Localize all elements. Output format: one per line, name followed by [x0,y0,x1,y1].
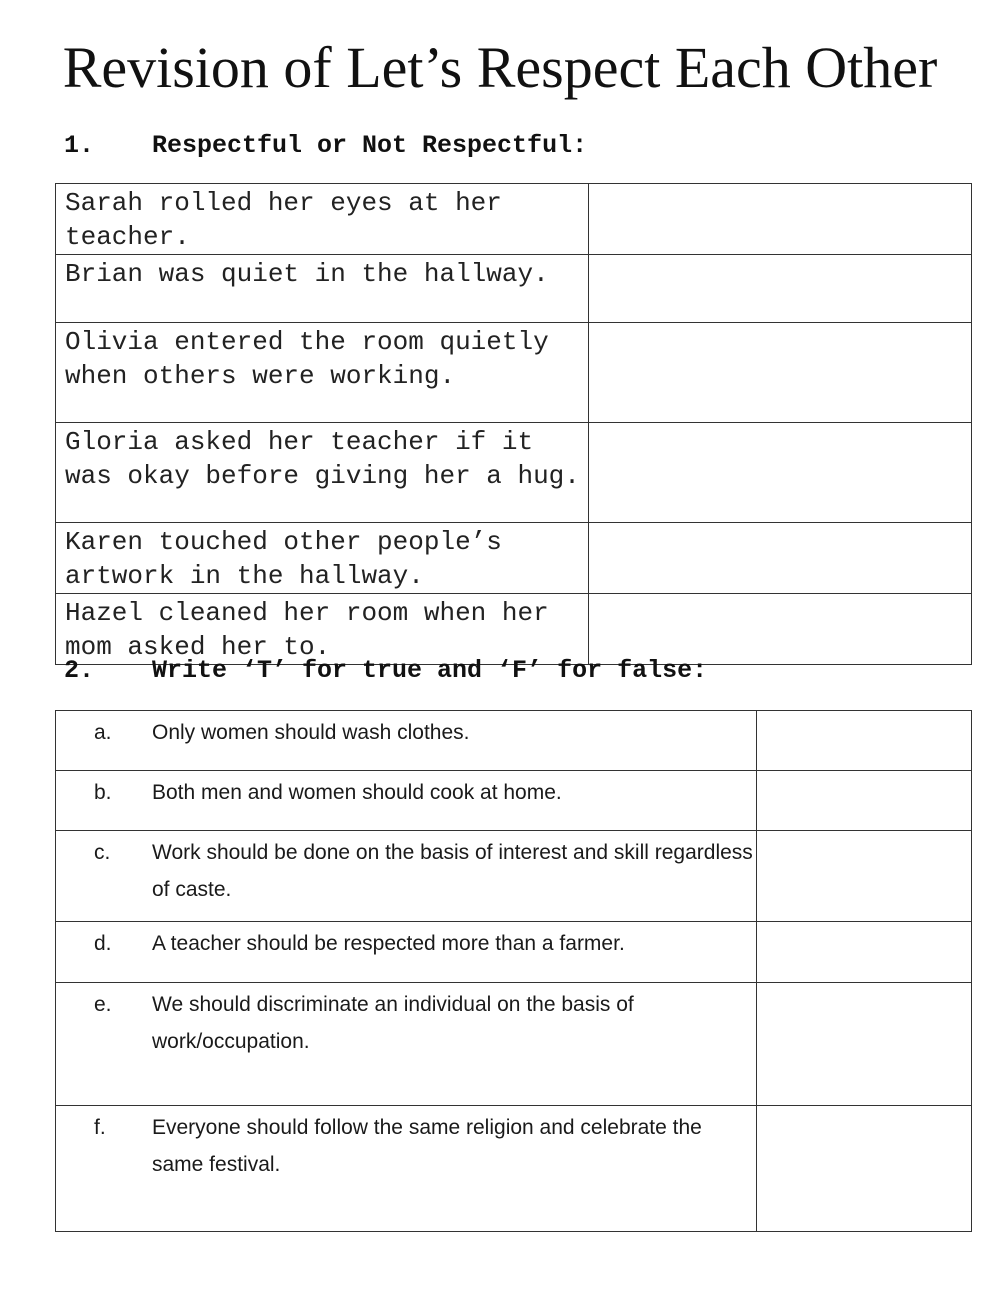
table-row [56,1106,972,1232]
table-row [56,323,972,423]
statement-cell: Karen touched other people’s artwork in the hallway. [56,523,589,594]
section-2-heading [64,656,707,686]
statement-cell: Sarah rolled her eyes at her teacher. [56,184,589,255]
question-cell: Work should be done on the basis of interest and skill regardless of caste. [152,831,757,922]
section-1-title: Respectful or Not Respectful: [152,131,588,160]
answer-cell[interactable] [757,922,972,983]
item-label: c. [94,841,111,864]
table-row [56,922,972,983]
answer-cell[interactable] [757,711,972,771]
answer-cell[interactable] [589,523,972,594]
answer-cell[interactable] [589,594,972,665]
question-cell: Only women should wash clothes. [152,711,757,771]
statement-cell: Hazel cleaned her room when her mom asked her to. [56,594,589,665]
answer-cell[interactable] [757,831,972,922]
table-row [56,523,972,594]
item-label: d. [94,932,112,955]
statement-cell: Gloria asked her teacher if it was okay before giving her a hug. [56,423,589,523]
table-row [56,711,972,771]
answer-cell[interactable] [757,1106,972,1232]
table-row [56,423,972,523]
true-false-table [55,710,972,1232]
table-row [56,983,972,1106]
table-row [56,184,972,255]
item-label: f. [94,1116,106,1139]
section-2-title: Write ‘T’ for true and ‘F’ for false: [152,656,708,685]
statement-cell: Brian was quiet in the hallway. [56,255,589,323]
table-row [56,594,972,665]
item-label: e. [94,993,112,1016]
answer-cell[interactable] [589,323,972,423]
answer-cell[interactable] [589,184,972,255]
respectful-table [55,183,972,665]
answer-cell[interactable] [757,771,972,831]
page-title: Revision of Let’s Respect Each Other [62,35,938,100]
table-row [56,831,972,922]
table-row [56,771,972,831]
table-row [56,255,972,323]
section-1-heading [64,131,587,161]
question-cell: We should discriminate an individual on the basis of work/occupation. [152,983,757,1106]
answer-cell[interactable] [589,423,972,523]
section-2-number: 2. [64,656,95,685]
answer-cell[interactable] [589,255,972,323]
item-label: a. [94,721,112,744]
question-cell: Both men and women should cook at home. [152,771,757,831]
answer-cell[interactable] [757,983,972,1106]
statement-cell: Olivia entered the room quietly when others were working. [56,323,589,423]
question-cell: Everyone should follow the same religion and celebrate the same festival. [152,1106,757,1232]
section-1-number: 1. [64,131,95,160]
item-label: b. [94,781,112,804]
question-cell: A teacher should be respected more than a farmer. [152,922,757,983]
